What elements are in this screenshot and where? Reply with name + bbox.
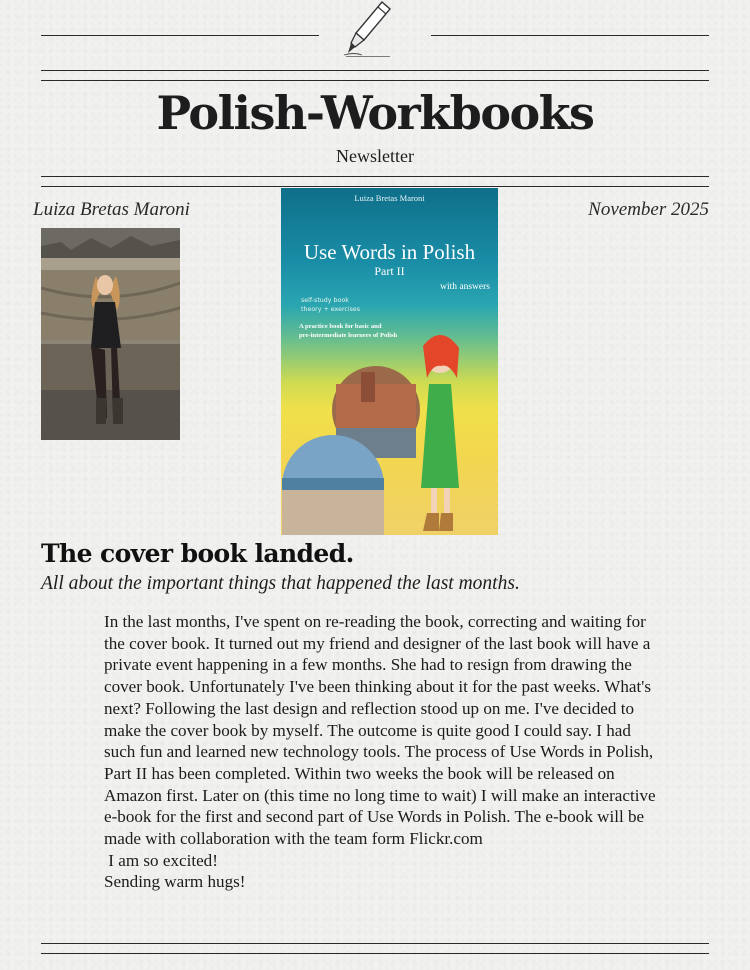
- newsletter-subtitle: Newsletter: [336, 146, 414, 166]
- cover-line-2: theory + exercises: [301, 306, 361, 313]
- header-rule-bottom-2: [41, 186, 709, 187]
- header-rule-bottom-1: [41, 176, 709, 177]
- cover-line-1: self-study book: [301, 297, 349, 304]
- author-photo-illustration: [41, 228, 180, 440]
- author-name: Luiza Bretas Maroni: [33, 199, 190, 220]
- book-cover-image: [281, 188, 498, 535]
- article-signoff: Sending warm hugs!: [104, 872, 246, 892]
- article-headline: The cover book landed.: [41, 539, 354, 568]
- article-paragraph: In the last months, I've spent on re-reading the book, correcting and waiting for the cover book. It turned out my friend and designer of the last book will have a private event happening in a few months. She had to resign from drawing the cover book. Unfortunately I've been thinking about it for the past weeks. What's next? Following the last design and reflection stood up on me. I've decided to make the cover book by myself. The outcome is quite good I could say. I had such fun and learned new technology tools. The process of Use Words in Polish, Part II has been completed. Within two weeks the book will be released on Amazon first. Later on (this time no long time to wait) I will make an interactive e-book for the first and second part of Use Words in Polish. The e-book will be made with collaboration with the team form Flickr.com: [104, 612, 656, 849]
- article-excited: I am so excited!: [104, 850, 218, 870]
- cover-part: Part II: [374, 264, 405, 278]
- header-rule-top-2: [41, 80, 709, 81]
- newsletter-title: Polish-Workbooks: [156, 86, 594, 140]
- footer-rule-1: [41, 943, 709, 944]
- cover-desc-1: A practice book for basic and: [299, 323, 382, 330]
- top-rule-left: [41, 35, 319, 36]
- cover-author: Luiza Bretas Maroni: [354, 193, 425, 203]
- issue-date: November 2025: [588, 199, 709, 220]
- author-photo: [41, 228, 180, 440]
- article-body: [104, 611, 664, 893]
- header-rule-top-1: [41, 70, 709, 71]
- top-rule-right: [431, 35, 709, 36]
- cover-desc-2: pre-intermediate learners of Polish: [299, 332, 398, 339]
- cover-answers: with answers: [440, 282, 490, 292]
- footer-rule-2: [41, 953, 709, 954]
- article-dek: All about the important things that happened the last months.: [41, 573, 520, 594]
- cover-title: Use Words in Polish: [303, 240, 476, 264]
- fountain-pen-icon: [342, 0, 394, 58]
